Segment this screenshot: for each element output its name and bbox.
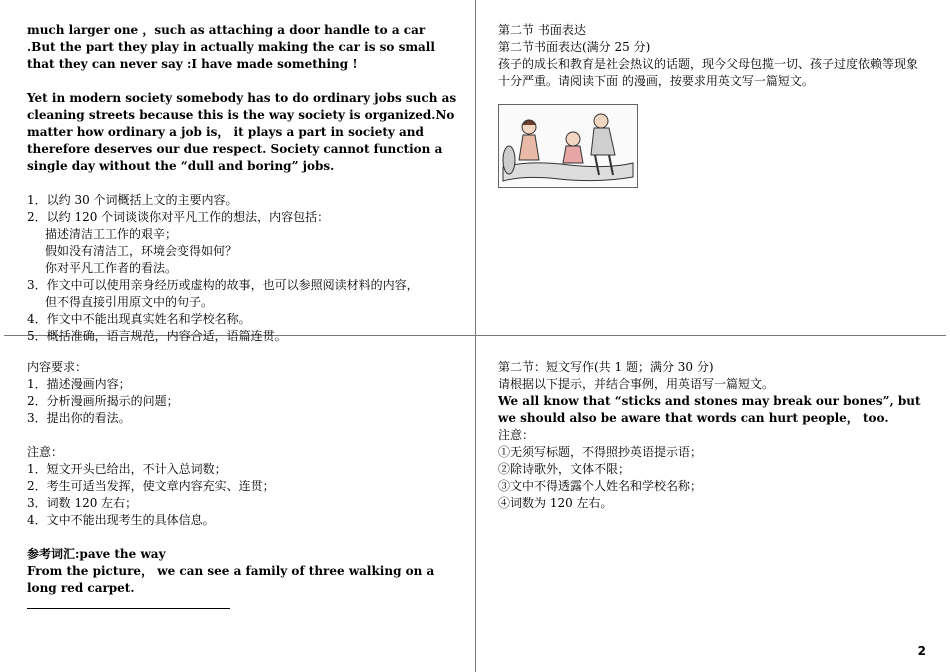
- note-item: 1．短文开头已给出，不计入总词数；: [27, 462, 227, 476]
- writing-prompt-quote: We all know that “sticks and stones may break our bones”, but we should also be aware that words can hurt people， too.: [498, 394, 921, 425]
- note-item: 4．文中不能出现考生的具体信息。: [27, 513, 215, 527]
- reference-vocabulary: 参考词汇:pave the way: [27, 547, 166, 561]
- note-item: ④词数为 120 左右。: [498, 496, 613, 510]
- requirement-item: 2．以约 120 个词谈谈你对平凡工作的想法，内容包括：: [27, 210, 330, 224]
- notes-title: 注意：: [498, 428, 535, 442]
- requirement-item: 3．作文中可以使用亲身经历或虚构的故事，也可以参照阅读材料的内容，: [27, 278, 419, 292]
- note-item: 3．词数 120 左右；: [27, 496, 138, 510]
- note-item: ①无须写标题，不得照抄英语提示语；: [498, 445, 703, 459]
- content-requirements-title: 内容要求：: [27, 360, 88, 374]
- passage-paragraph-2: Yet in modern society somebody has to do ordinary jobs such as cleaning streets because this is the way society is organized.No matter how ordinary a job is， it plays a part in society and therefore deserves our due respect. Society cannot function a single day without the “dull and boring” jobs.: [27, 91, 457, 173]
- requirement-item: 5．概括准确，语言规范，内容合适，语篇连贯。: [27, 329, 287, 343]
- requirement-subitem: 但不得直接引用原文中的句子。: [45, 295, 214, 309]
- quadrant-bottom-right: [498, 359, 928, 512]
- cartoon-illustration: [498, 104, 638, 188]
- task-instruction: 请根据以下提示，并结合事例，用英语写一篇短文。: [498, 377, 775, 391]
- quadrant-top-left: [27, 22, 457, 345]
- quadrant-top-right: [498, 22, 928, 90]
- requirement-subitem: 描述清洁工工作的艰辛；: [45, 227, 178, 241]
- passage-paragraph-1: much larger one ，such as attaching a door handle to a car .But the part they play in actually making the car is so small that they can never say :I have made something !: [27, 23, 435, 71]
- section-title: 第二节：短文写作(共 1 题；满分 30 分): [498, 360, 714, 374]
- essay-opening-sentence: From the picture， we can see a family of three walking on a long red carpet.: [27, 564, 435, 595]
- page-number: 2: [917, 644, 926, 658]
- task-description: 孩子的成长和教育是社会热议的话题，现今父母包揽一切、孩子过度依赖等现象十分严重。请阅读下面 的漫画，按要求用英文写一篇短文。: [498, 57, 919, 88]
- section-heading: 第二节 书面表达: [498, 23, 586, 37]
- content-requirement: 1．描述漫画内容；: [27, 377, 131, 391]
- content-requirement: 2．分析漫画所揭示的问题；: [27, 394, 179, 408]
- vertical-divider: [475, 0, 476, 672]
- quadrant-bottom-left: [27, 359, 457, 614]
- requirement-item: 4．作文中不能出现真实姓名和学校名称。: [27, 312, 251, 326]
- notes-title: 注意：: [27, 445, 64, 459]
- content-requirement: 3．提出你的看法。: [27, 411, 131, 425]
- note-item: 2．考生可适当发挥，使文章内容充实、连贯；: [27, 479, 275, 493]
- answer-blank-line: [27, 597, 230, 609]
- requirement-item: 1．以约 30 个词概括上文的主要内容。: [27, 193, 238, 207]
- requirement-subitem: 你对平凡工作者的看法。: [45, 261, 178, 275]
- section-subheading: 第二节书面表达(满分 25 分): [498, 40, 651, 54]
- note-item: ②除诗歌外，文体不限；: [498, 462, 631, 476]
- note-item: ③文中不得透露个人姓名和学校名称；: [498, 479, 703, 493]
- requirement-subitem: 假如没有清洁工，环境会变得如何？: [45, 244, 238, 258]
